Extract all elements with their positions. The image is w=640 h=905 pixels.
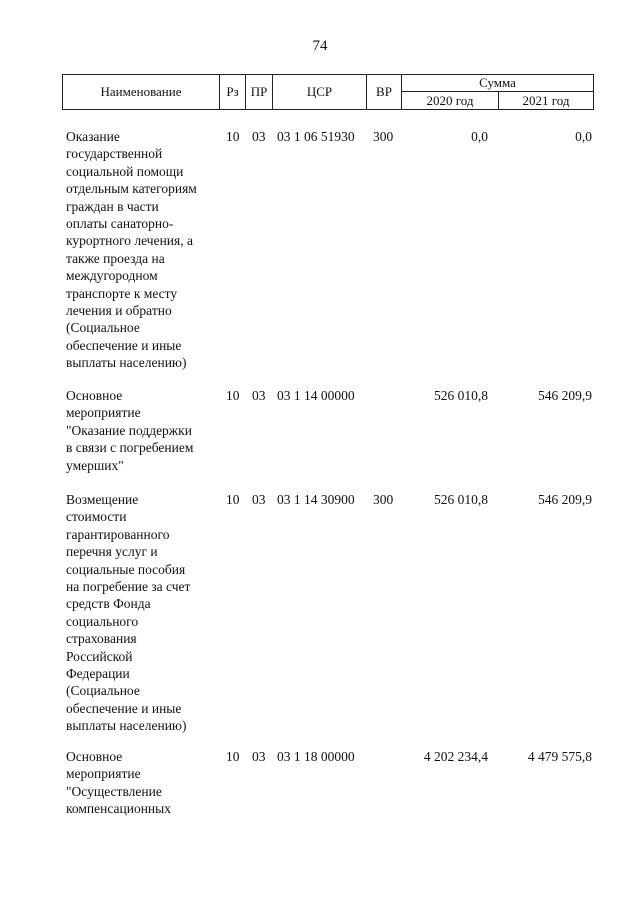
- row-name-line: отдельным категориям: [66, 181, 197, 197]
- row-name-line: государственной: [66, 146, 163, 162]
- row-rz: 10: [226, 492, 240, 507]
- row-value-2021: 546 209,9: [538, 388, 592, 403]
- row-name-line: "Оказание поддержки: [66, 422, 192, 438]
- row-name-line: "Осуществление: [66, 783, 162, 799]
- row-name-line: обеспечение и иные: [66, 700, 182, 716]
- row-name-line: гарантированного: [66, 526, 170, 542]
- row-name: [66, 491, 216, 735]
- row-pr: 03: [252, 492, 266, 507]
- header-year-2020: 2020 год: [401, 91, 499, 110]
- row-name-line: мероприятие: [66, 405, 141, 421]
- row-value-2020: 4 202 234,4: [423, 749, 488, 764]
- row-csr: 03 1 14 00000: [277, 388, 355, 403]
- row-pr: 03: [252, 388, 266, 403]
- row-name-line: перечня услуг и: [66, 544, 158, 560]
- row-name-line: социальной помощи: [66, 163, 184, 179]
- row-name-line: (Социальное: [66, 320, 140, 336]
- row-name-line: на погребение за счет: [66, 579, 191, 595]
- row-value-2020: 526 010,8: [434, 492, 488, 507]
- row-name-line: курортного лечения, а: [66, 233, 193, 249]
- row-rz: 10: [226, 749, 240, 764]
- row-csr: 03 1 14 30900: [277, 492, 355, 507]
- header-csr: ЦСР: [272, 74, 367, 110]
- row-name: [66, 748, 216, 818]
- row-name-line: граждан в части: [66, 198, 159, 214]
- header-sum: Сумма: [401, 74, 594, 92]
- page-number: 74: [312, 38, 328, 54]
- row-value-2021: 546 209,9: [538, 492, 592, 507]
- row-name-line: Федерации: [66, 666, 130, 682]
- row-pr: 03: [252, 129, 266, 144]
- row-name-line: умерших": [66, 457, 124, 473]
- row-name-line: стоимости: [66, 509, 127, 525]
- row-name: [66, 128, 216, 372]
- row-rz: 10: [226, 129, 240, 144]
- row-name-line: компенсационных: [66, 801, 171, 817]
- header-year-2021: 2021 год: [498, 91, 594, 110]
- row-pr: 03: [252, 749, 266, 764]
- row-csr: 03 1 06 51930: [277, 129, 355, 144]
- row-value-2021: 4 479 575,8: [527, 749, 592, 764]
- row-name-line: Основное: [66, 388, 123, 403]
- row-name-line: Возмещение: [66, 492, 139, 507]
- row-rz: 10: [226, 388, 240, 403]
- row-name-line: оплаты санаторно-: [66, 216, 174, 232]
- row-name-line: страхования: [66, 631, 137, 647]
- row-name-line: также проезда на: [66, 250, 165, 266]
- table-header: [62, 74, 594, 110]
- row-name-line: лечения и обратно: [66, 303, 172, 319]
- row-name-line: социального: [66, 613, 139, 629]
- row-name-line: обеспечение и иные: [66, 337, 182, 353]
- row-name-line: выплаты населению): [66, 355, 187, 371]
- row-name-line: междугородном: [66, 268, 158, 284]
- row-name-line: социальные пособия: [66, 561, 186, 577]
- row-name-line: транспорте к месту: [66, 285, 178, 301]
- row-vr: 300: [373, 492, 394, 507]
- row-name-line: Основное: [66, 749, 123, 764]
- row-name-line: выплаты населению): [66, 718, 187, 734]
- row-name-line: мероприятие: [66, 766, 141, 782]
- header-pr: ПР: [245, 74, 273, 110]
- row-name: [66, 387, 216, 474]
- row-name-line: (Социальное: [66, 683, 140, 699]
- row-vr: 300: [373, 129, 394, 144]
- row-name-line: Оказание: [66, 129, 120, 144]
- row-name-line: средств Фонда: [66, 596, 151, 612]
- row-name-line: в связи с погребением: [66, 440, 194, 456]
- row-value-2020: 0,0: [471, 129, 488, 144]
- row-value-2020: 526 010,8: [434, 388, 488, 403]
- header-name: Наименование: [62, 74, 220, 110]
- row-csr: 03 1 18 00000: [277, 749, 355, 764]
- header-rz: Рз: [219, 74, 246, 110]
- header-vr: ВР: [366, 74, 402, 110]
- row-value-2021: 0,0: [575, 129, 592, 144]
- row-name-line: Российской: [66, 648, 133, 664]
